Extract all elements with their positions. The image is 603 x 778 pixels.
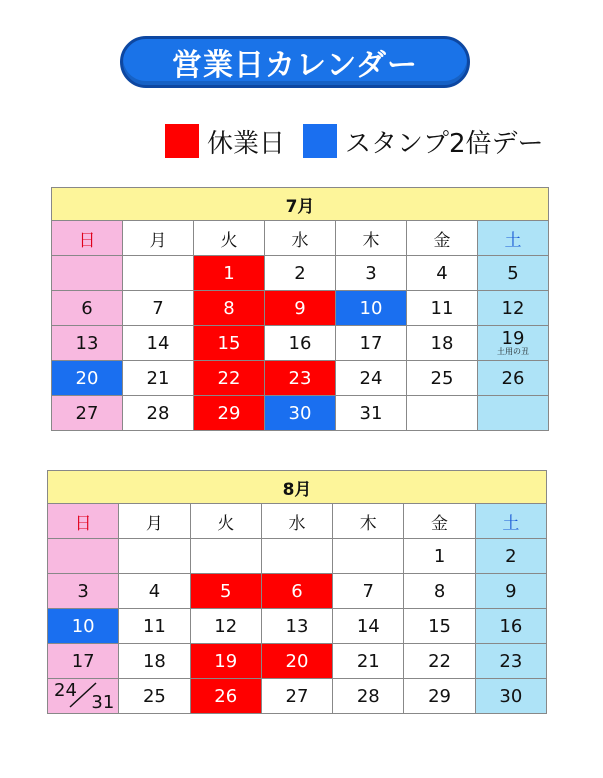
day-cell: 21 <box>333 644 404 679</box>
day-cell: 20 <box>261 644 332 679</box>
day-cell: 26 <box>478 361 549 396</box>
day-cell <box>407 396 478 431</box>
weekday-tue: 火 <box>190 504 261 539</box>
day-cell: 5 <box>478 256 549 291</box>
week-row <box>48 539 547 574</box>
day-cell: 27 <box>261 679 332 714</box>
day-cell: 10 <box>48 609 119 644</box>
day-cell: 20 <box>52 361 123 396</box>
weekday-thu: 木 <box>333 504 404 539</box>
stamp-swatch <box>303 124 337 158</box>
weekday-sat: 土 <box>475 504 546 539</box>
day-cell: 29 <box>404 679 475 714</box>
day-cell <box>52 256 123 291</box>
calendar-august <box>47 470 547 714</box>
day-cell: 30 <box>265 396 336 431</box>
day-cell: 9 <box>475 574 546 609</box>
day-cell: 31 <box>336 396 407 431</box>
day-cell <box>123 256 194 291</box>
day-cell: 22 <box>404 644 475 679</box>
weekday-tue: 火 <box>194 221 265 256</box>
week-row <box>48 609 547 644</box>
combined-date-first: 24 <box>54 680 77 701</box>
day-cell: 11 <box>119 609 190 644</box>
day-cell <box>261 539 332 574</box>
legend-stamp-label: スタンプ2倍デー <box>345 128 544 159</box>
month-title-july: 7月 <box>52 188 549 221</box>
day-cell: 12 <box>190 609 261 644</box>
calendar-july <box>51 187 549 431</box>
day-cell: 8 <box>404 574 475 609</box>
legend-holiday <box>165 123 285 160</box>
day-cell: 23 <box>265 361 336 396</box>
weekday-wed: 水 <box>265 221 336 256</box>
week-row <box>48 679 547 714</box>
day-cell <box>190 539 261 574</box>
weekday-fri: 金 <box>407 221 478 256</box>
day-cell: 15 <box>404 609 475 644</box>
page-title-text: 営業日カレンダー <box>171 48 419 83</box>
day-cell: 9 <box>265 291 336 326</box>
day-cell: 6 <box>52 291 123 326</box>
combined-date-second: 31 <box>91 692 115 713</box>
legend-holiday-label: 休業日 <box>207 128 286 159</box>
week-row <box>52 396 549 431</box>
day-cell: 7 <box>333 574 404 609</box>
day-cell: 7 <box>123 291 194 326</box>
weekday-sun: 日 <box>52 221 123 256</box>
week-row <box>52 256 549 291</box>
week-row <box>52 361 549 396</box>
day-cell: 16 <box>475 609 546 644</box>
weekday-thu: 木 <box>336 221 407 256</box>
page-title <box>120 36 470 88</box>
day-cell: 27 <box>52 396 123 431</box>
day-cell: 6 <box>261 574 332 609</box>
day-cell: 26 <box>190 679 261 714</box>
day-cell: 28 <box>333 679 404 714</box>
day-cell: 23 <box>475 644 546 679</box>
weekday-mon: 月 <box>123 221 194 256</box>
day-cell-combined <box>48 679 119 714</box>
day-cell <box>333 539 404 574</box>
day-cell: 3 <box>48 574 119 609</box>
weekday-sat: 土 <box>478 221 549 256</box>
day-cell: 11 <box>407 291 478 326</box>
day-cell: 13 <box>52 326 123 361</box>
day-cell: 24 <box>336 361 407 396</box>
day-cell: 1 <box>194 256 265 291</box>
weekday-sun: 日 <box>48 504 119 539</box>
day-cell: 5 <box>190 574 261 609</box>
day-cell: 3 <box>336 256 407 291</box>
day-cell: 25 <box>407 361 478 396</box>
month-title-august: 8月 <box>48 471 547 504</box>
combined-date <box>48 679 118 713</box>
day-cell: 29 <box>194 396 265 431</box>
day-cell: 2 <box>475 539 546 574</box>
day-cell: 12 <box>478 291 549 326</box>
day-cell: 18 <box>407 326 478 361</box>
holiday-swatch <box>165 124 199 158</box>
week-row <box>48 644 547 679</box>
doyo-note: 土用の丑 <box>497 347 529 356</box>
week-row <box>48 574 547 609</box>
day-cell: 16 <box>265 326 336 361</box>
day-cell: 2 <box>265 256 336 291</box>
day-cell: 22 <box>194 361 265 396</box>
day-cell: 25 <box>119 679 190 714</box>
day-cell: 8 <box>194 291 265 326</box>
week-row <box>52 326 549 361</box>
weekday-mon: 月 <box>119 504 190 539</box>
day-cell: 15 <box>194 326 265 361</box>
day-cell: 17 <box>48 644 119 679</box>
day-cell: 14 <box>123 326 194 361</box>
day-cell-with-note <box>478 326 549 361</box>
day-cell: 14 <box>333 609 404 644</box>
day-cell: 18 <box>119 644 190 679</box>
day-cell <box>48 539 119 574</box>
day-cell: 19 <box>190 644 261 679</box>
legend <box>165 124 562 158</box>
day-cell: 10 <box>336 291 407 326</box>
weekday-fri: 金 <box>404 504 475 539</box>
day-cell: 4 <box>119 574 190 609</box>
day-cell <box>478 396 549 431</box>
day-cell <box>119 539 190 574</box>
day-cell: 28 <box>123 396 194 431</box>
day-cell: 17 <box>336 326 407 361</box>
legend-stamp <box>303 123 544 160</box>
weekday-wed: 水 <box>261 504 332 539</box>
day-cell: 4 <box>407 256 478 291</box>
day-cell: 30 <box>475 679 546 714</box>
day-cell: 13 <box>261 609 332 644</box>
day-cell: 1 <box>404 539 475 574</box>
day-number: 19 <box>501 328 525 349</box>
day-cell: 21 <box>123 361 194 396</box>
week-row <box>52 291 549 326</box>
